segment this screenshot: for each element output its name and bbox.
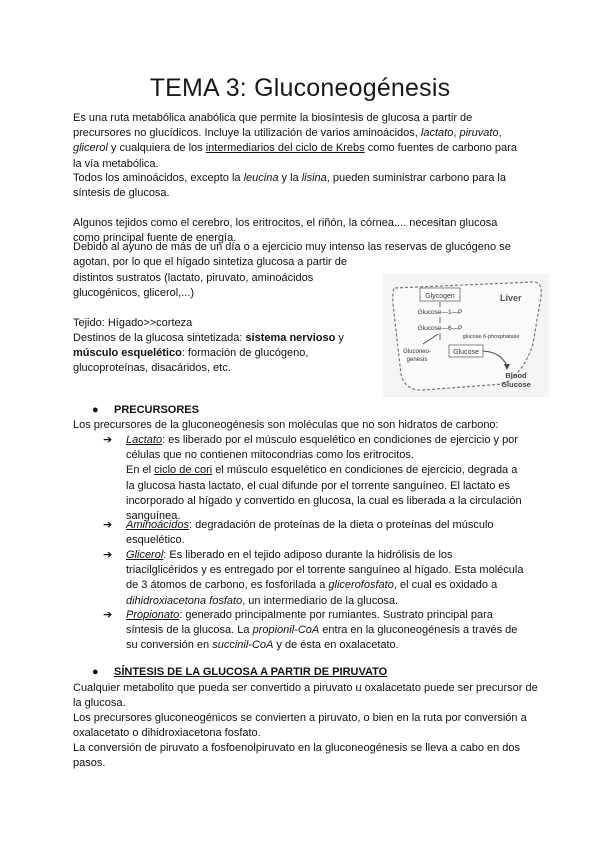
section-heading-precursores bbox=[92, 403, 199, 418]
term-dihidroxiacetona: dihidroxiacetona fosfato bbox=[126, 594, 243, 607]
text: Destinos de la glucosa sintetizada: bbox=[73, 332, 246, 344]
glucose-label: Glucose bbox=[453, 349, 479, 356]
tejido-line: Tejido: Hígado>>corteza bbox=[73, 317, 193, 329]
text: y de ésta en oxalacetato. bbox=[273, 639, 399, 652]
text: En el bbox=[126, 464, 155, 477]
term-propionato: Propionato bbox=[126, 609, 180, 621]
text: , un intermediario de la glucosa. bbox=[242, 594, 399, 607]
text: , pueden suministrar carbono para la síntesis de glucosa. bbox=[73, 172, 506, 200]
destinos-line bbox=[73, 331, 373, 377]
term-glicerol: glicerol bbox=[73, 142, 108, 155]
text: Debido al ayuno de más de un día o a ejercicio muy intenso las reservas de glucógeno se agotan, por lo que el hígado sintetiza glucosa a partir de bbox=[73, 241, 511, 269]
term-lactato: lactato bbox=[420, 127, 454, 140]
blood-label-1: Blood bbox=[505, 371, 527, 380]
text: : formación de glucógeno, bbox=[181, 347, 309, 360]
section-heading-sintesis bbox=[92, 665, 387, 680]
g6p-label: Glucose—6—P bbox=[417, 325, 463, 332]
text: y cualquiera de los bbox=[107, 142, 206, 155]
intro-paragraph-3: Algunos tejidos como el cerebro, los eritrocitos, el riñón, la córnea.... necesitan glucosa como principal fuente de energía. bbox=[73, 217, 498, 245]
list-item-propionato bbox=[103, 608, 526, 654]
bullet-icon: ● bbox=[92, 404, 99, 416]
term-glicerol: Glicerol bbox=[126, 549, 164, 561]
heading-text: SÍNTESIS DE LA GLUCOSA A PARTIR DE PIRUVATO bbox=[114, 666, 388, 678]
gluconeo-label-2: genesis bbox=[406, 357, 428, 363]
term-sistema-nervioso: sistema nervioso bbox=[245, 332, 336, 344]
term-lactato: Lactato bbox=[126, 434, 163, 446]
arrow-icon: ➔ bbox=[103, 519, 113, 531]
link-krebs[interactable]: intermediarios del ciclo de Krebs bbox=[205, 142, 365, 155]
sintesis-paragraph-1: Cualquier metabolito que pueda ser convertido a piruvato u oxalacetato puede ser precursor de la glucosa. bbox=[73, 682, 538, 710]
text: y la bbox=[278, 172, 302, 184]
g6pase-label: glucose 6-phosphatase bbox=[462, 334, 520, 340]
liver-label: Liver bbox=[500, 293, 522, 303]
precursores-intro: Los precursores de la gluconeogénesis son moléculas que no son hidratos de carbono: bbox=[73, 419, 499, 431]
text: y bbox=[335, 332, 344, 344]
page-title: TEMA 3: Gluconeogénesis bbox=[149, 74, 451, 102]
link-ciclo-cori[interactable]: ciclo de cori bbox=[154, 464, 213, 477]
term-leucina: leucina bbox=[243, 172, 279, 184]
liver-diagram bbox=[383, 274, 549, 397]
intro-paragraph-4c: glucogénicos, glicerol,...) bbox=[73, 287, 195, 299]
term-piruvato: piruvato bbox=[459, 127, 499, 140]
g1p-label: Glucose—1—P bbox=[417, 309, 463, 316]
text: , el cual es oxidado a bbox=[393, 579, 498, 592]
text: , bbox=[453, 127, 460, 140]
gluconeo-label-1: Gluconeo- bbox=[403, 349, 431, 355]
intro-paragraph-1 bbox=[73, 111, 525, 172]
bullet-icon: ● bbox=[92, 666, 99, 678]
term-lisina: lisina bbox=[301, 172, 327, 184]
list-item-aminoacidos bbox=[103, 518, 526, 548]
list-item-lactato bbox=[103, 433, 526, 524]
glycogen-label: Glycogen bbox=[425, 293, 455, 300]
text: : Es liberado en el tejido adiposo durante la hidrólisis de los triacilglicéridos y es entregado por el torrente sanguíneo al hígado. Esta molécula de 3 átomos de carbono, es fosforilada a bbox=[126, 549, 524, 592]
intro-paragraph-2 bbox=[73, 171, 525, 201]
text: : generado principalmente por rumiantes. Sustrato principal para síntesis de la glucosa. La bbox=[126, 609, 493, 637]
term-glicerofosfato: glicerofosfato bbox=[328, 579, 394, 592]
text: glucoproteínas, disacáridos, etc. bbox=[73, 362, 231, 375]
sintesis-paragraph-3: La conversión de piruvato a fosfoenolpiruvato en la gluconeogénesis se lleva a cabo en dos pasos. bbox=[73, 742, 521, 770]
arrow-icon: ➔ bbox=[103, 434, 113, 446]
text: Es una ruta metabólica anabólica que permite la biosíntesis de glucosa a partir de precursores no glucídicos. Incluye la utilización de varios aminoácidos, bbox=[73, 112, 473, 140]
text: : es liberado por el músculo esquelético en condiciones de ejercicio y por células que no contienen mitocondrias como los eritrocitos. bbox=[126, 434, 518, 462]
text: el músculo esquelético en condiciones de ejercicio, degrada a la glucosa hasta lactato, el cual difunde por el torrente sanguíneo. El lactato es incorporado al hígado y convertido en glucosa, la cual es liberada a la circulación sanguínea. bbox=[126, 464, 522, 523]
text: , bbox=[498, 127, 502, 140]
text: : degradación de proteínas de la dieta o proteínas del músculo esquelético. bbox=[126, 519, 494, 547]
text: entra en la gluconeogénesis a través de su conversión en bbox=[126, 624, 518, 652]
term-succinil-coa: succinil-CoA bbox=[212, 639, 274, 652]
text: como fuentes de carbono para la vía metabólica. bbox=[73, 142, 517, 170]
term-aminoacidos: Aminoácidos bbox=[126, 519, 189, 531]
blood-label-2: Glucose bbox=[501, 380, 531, 389]
list-item-glicerol bbox=[103, 548, 526, 609]
heading-text: PRECURSORES bbox=[114, 404, 199, 416]
arrow-icon: ➔ bbox=[103, 549, 113, 561]
term-propionil-coa: propionil-CoA bbox=[252, 624, 320, 637]
arrow-icon: ➔ bbox=[103, 609, 113, 621]
sintesis-paragraph-2: Los precursores gluconeogénicos se convierten a piruvato, o bien en la ruta por conversión a oxalacetato o dihidroxiacetona fosfato. bbox=[73, 712, 527, 740]
intro-paragraph-4 bbox=[73, 240, 525, 270]
term-musculo: músculo esquelético bbox=[73, 347, 182, 360]
text: Todos los aminoácidos, excepto la bbox=[73, 172, 244, 184]
intro-paragraph-4b: distintos sustratos (lactato, piruvato, aminoácidos bbox=[73, 272, 314, 284]
